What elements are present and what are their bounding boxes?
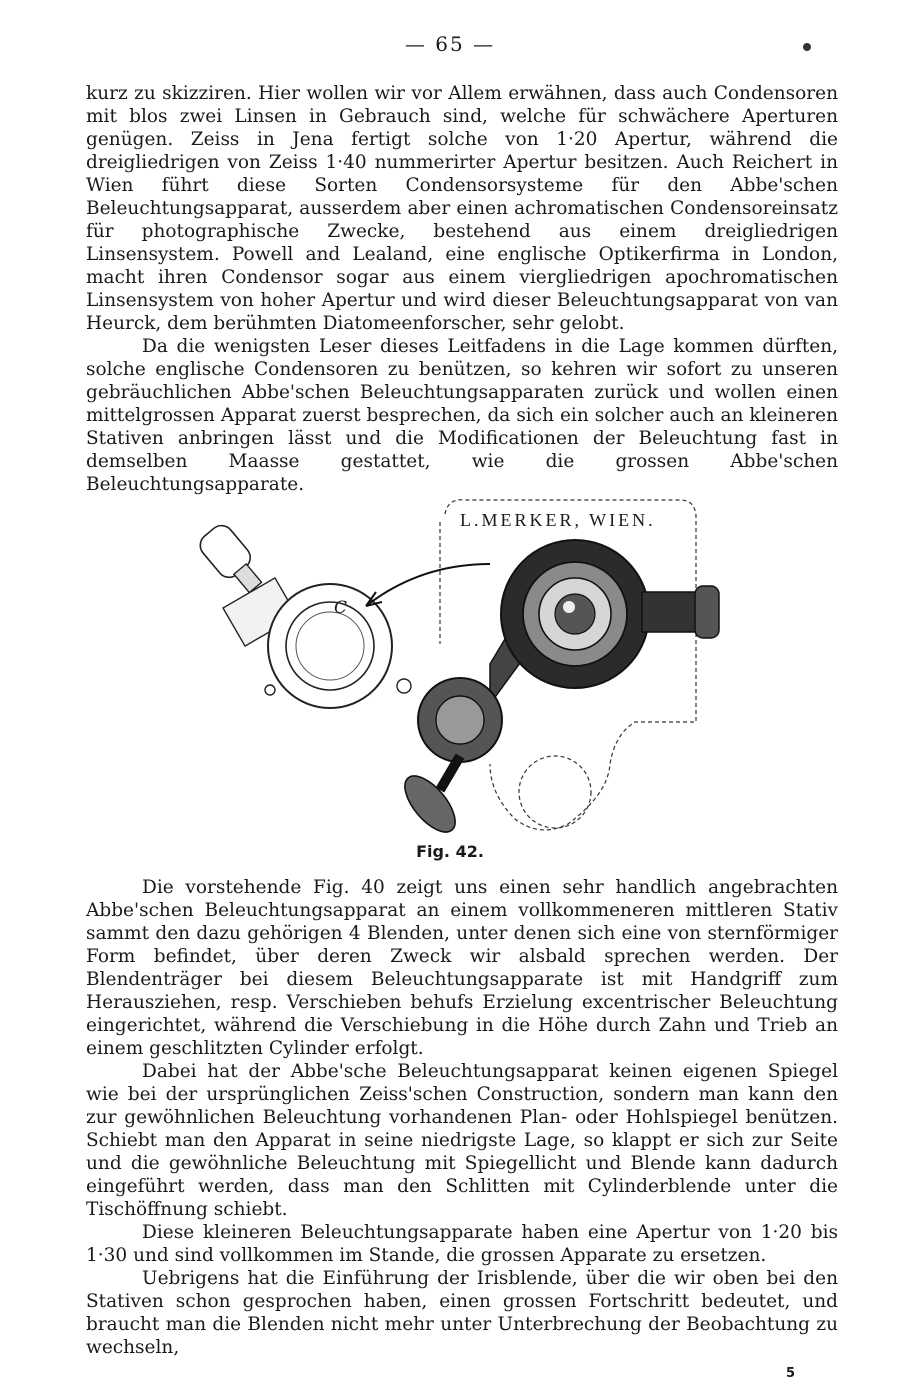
paragraph: Uebrigens hat die Einführung der Irisblende, über die wir oben bei den Stativen schon gesprochen haben, einen grossen Fortschritt bedeutet, und braucht man die Blenden nicht mehr unter Unterbrechung der Beobachtung zu wechseln, (86, 1268, 838, 1358)
maker-label: L.MERKER, WIEN. (460, 510, 656, 530)
figure-caption: Fig. 42. (416, 842, 484, 861)
page-number: — 65 — (404, 32, 496, 56)
text-block-bottom (86, 876, 838, 1359)
text-block-top (86, 82, 838, 496)
paragraph: Die vorstehende Fig. 40 zeigt uns einen sehr handlich angebrachten Abbe'schen Beleuchtungsapparat an einem vollkommeneren mittleren Stativ sammt den dazu gehörigen 4 Blenden, unter denen sich eine von sternförmiger Form befindet, über deren Zweck wir alsbald sprechen werden. Der Blendenträger bei diesem Beleuchtungsapparate ist mit Handgriff zum Herausziehen, resp. Verschieben behufs Erzielung excentrischer Beleuchtung eingerichtet, während die Verschiebung in die Höhe durch Zahn und Trieb an einem geschlitzten Cylinder erfolgt. (86, 877, 838, 1059)
paragraph: Diese kleineren Beleuchtungsapparate haben eine Apertur von 1·20 bis 1·30 und sind vollkommen im Stande, die grossen Apparate zu ersetzen. (86, 1222, 838, 1266)
paragraph: kurz zu skizziren. Hier wollen wir vor Allem erwähnen, dass auch Condensoren mit blos zwei Linsen in Gebrauch sind, welche für schwächere Aperturen genügen. Zeiss in Jena fertigt solche von 1·20 Apertur, während die dreigliedrigen von Zeiss 1·40 nummerirter Apertur besitzen. Auch Reichert in Wien führt diese Sorten Condensorsysteme für den Abbe'schen Beleuchtungsapparat, ausserdem aber einen achromatischen Condensoreinsatz für photographische Zwecke, bestehend aus einem dreigliedrigen Linsensystem. Powell and Lealand, eine englische Optikerfirma in London, macht ihren Condensor sogar aus einem viergliedrigen apochromatischen Linsensystem von hoher Apertur und wird dieser Beleuchtungsapparat von van Heurck, dem berühmten Diatomeenforscher, sehr gelobt. (86, 83, 838, 334)
signature-mark: 5 (786, 1366, 796, 1381)
figure-illustration (190, 494, 720, 838)
paragraph: Dabei hat der Abbe'sche Beleuchtungsapparat keinen eigenen Spiegel wie bei der ursprünglichen Zeiss'schen Construction, sondern man kann den zur gewöhnlichen Beleuchtung vorhandenen Plan- oder Hohlspiegel benützen. Schiebt man den Apparat in seine niedrigste Lage, so klappt er sich zur Seite und die gewöhnliche Beleuchtung mit Spiegellicht und Blende kann dadurch eingeführt werden, dass man den Schlitten mit Cylinderblende unter die Tischöffnung schiebt. (86, 1061, 838, 1220)
ink-dot (803, 43, 811, 51)
part-letter: C (334, 598, 348, 618)
paragraph: Da die wenigsten Leser dieses Leitfadens in die Lage kommen dürften, solche englische Condensoren zu benützen, so kehren wir sofort zu unseren gebräuchlichen Abbe'schen Beleuchtungsapparaten zurück und wollen einen mittelgrossen Apparat zuerst besprechen, da sich ein solcher auch an kleineren Stativen anbringen lässt und die Modificationen der Beleuchtung fast in demselben Maasse gestattet, wie die grossen Abbe'schen Beleuchtungsapparate. (86, 336, 838, 495)
condenser-illustration (190, 494, 720, 838)
